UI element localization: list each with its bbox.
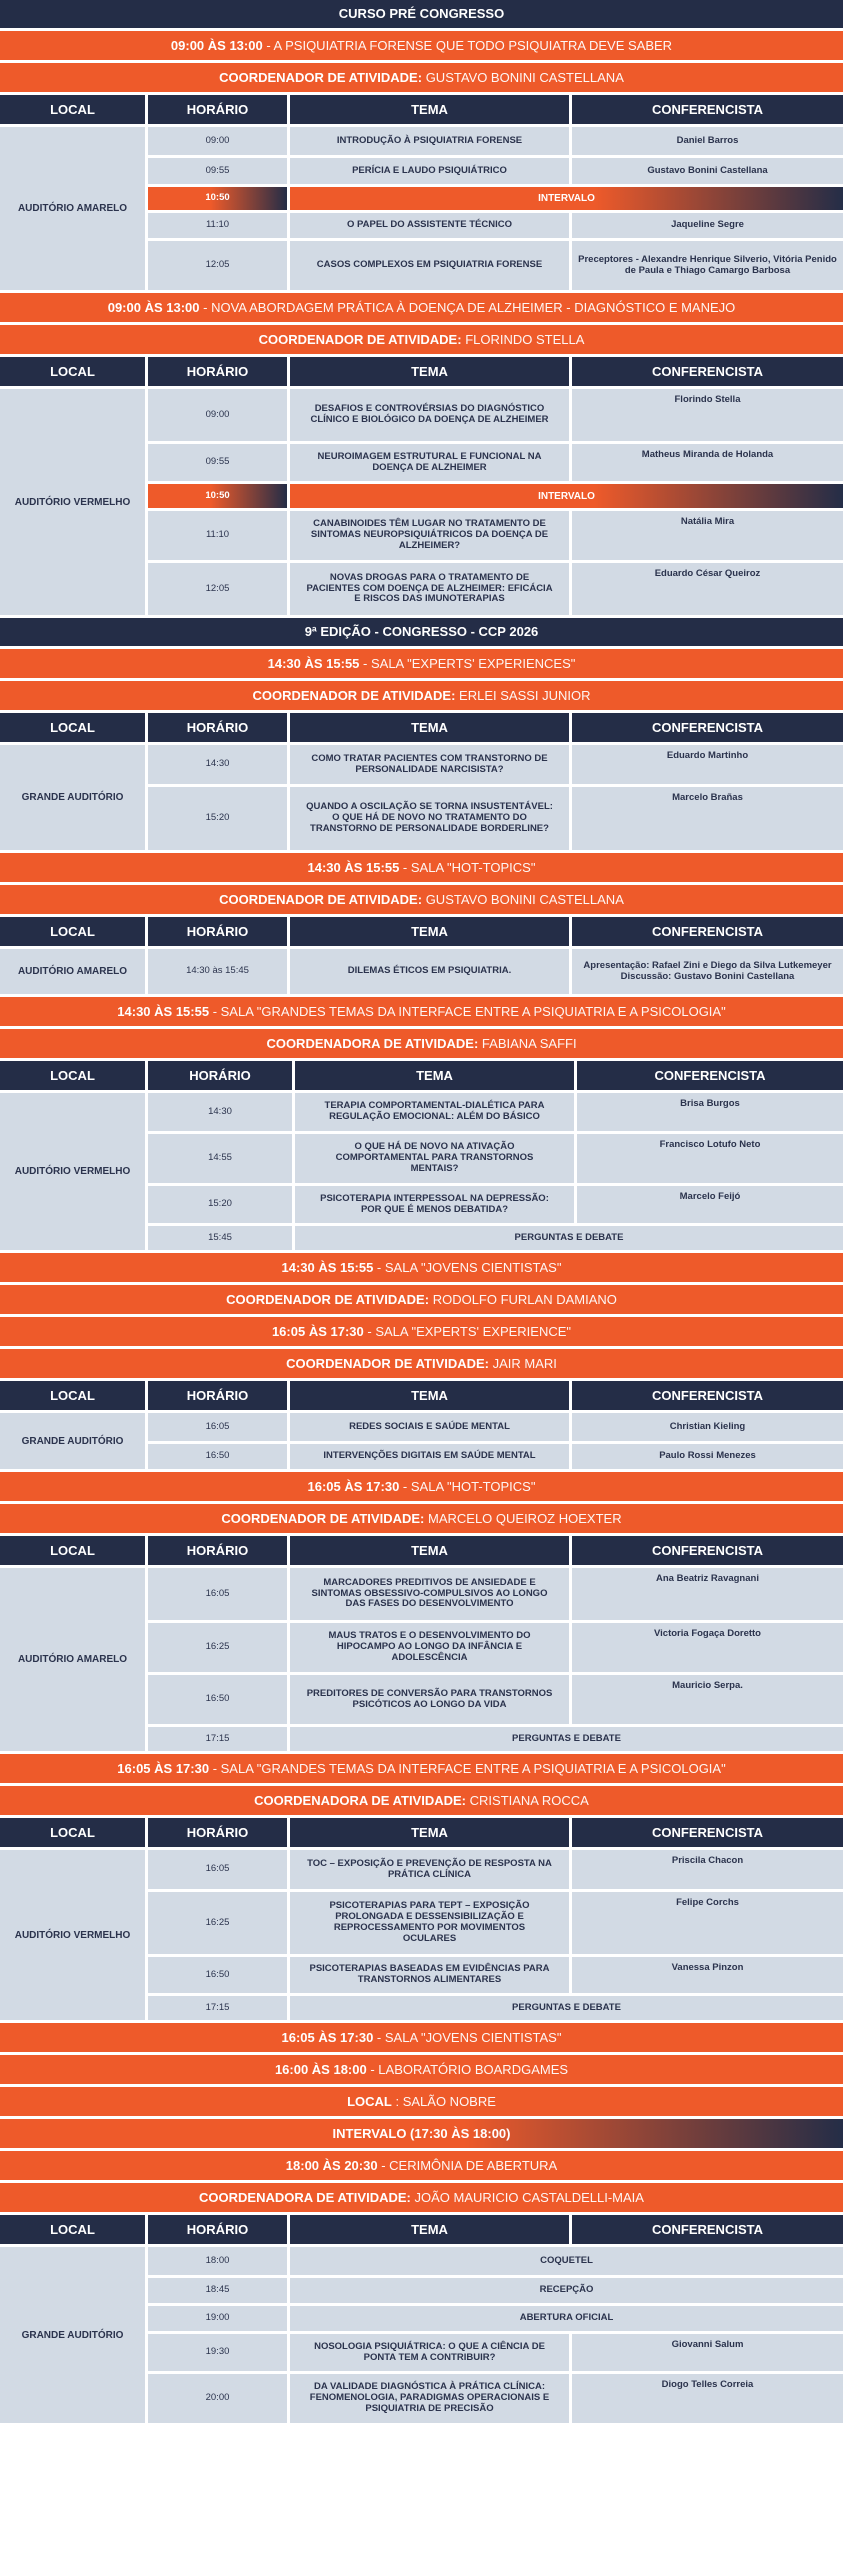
table-header <box>0 1061 843 1090</box>
rows-container <box>148 1093 843 1250</box>
text: - NOVA ABORDAGEM PRÁTICA À DOENÇA DE ALZHEIMER - DIAGNÓSTICO E MANEJO <box>203 300 736 315</box>
topic-cell: PSICOTERAPIAS PARA TEPT – EXPOSIÇÃO PROLONGADA E DESSENSIBILIZAÇÃO E REPROCESSAMENTO POR MOVIMENTOS OCULARES <box>290 1892 572 1954</box>
text: 16:05 ÀS 17:30 <box>281 2030 374 2045</box>
table-header <box>0 713 843 742</box>
text: JAIR MARI <box>492 1356 557 1371</box>
topic-cell: PREDITORES DE CONVERSÃO PARA TRANSTORNOS PSICÓTICOS AO LONGO DA VIDA <box>290 1675 572 1724</box>
text: JOÃO MAURICIO CASTALDELLI-MAIA <box>414 2190 644 2205</box>
header-cell: HORÁRIO <box>148 1818 290 1847</box>
time-cell: 15:45 <box>148 1226 295 1250</box>
session-table <box>0 127 843 293</box>
header-cell: LOCAL <box>0 357 148 386</box>
topic-cell: O PAPEL DO ASSISTENTE TÉCNICO <box>290 213 572 238</box>
header-cell: CONFERENCISTA <box>572 1381 843 1410</box>
rows-container <box>148 1850 843 2020</box>
time-cell: 17:15 <box>148 1727 290 1751</box>
text: 16:05 ÀS 17:30 <box>307 1479 400 1494</box>
table-row <box>148 2303 843 2331</box>
table-row <box>148 1672 843 1724</box>
rows-container <box>148 389 843 615</box>
table-row <box>148 2247 843 2275</box>
text: SALA "EXPERTS' EXPERIENCE" <box>375 1324 572 1339</box>
topic-cell: O QUE HÁ DE NOVO NA ATIVAÇÃO COMPORTAMENTAL PARA TRANSTORNOS MENTAIS? <box>295 1134 577 1183</box>
header-cell: LOCAL <box>0 1061 148 1090</box>
topic-cell: COMO TRATAR PACIENTES COM TRANSTORNO DE PERSONALIDADE NARCISISTA? <box>290 745 572 784</box>
speaker-cell: Marcelo Brañas <box>572 787 843 850</box>
speaker-cell: Paulo Rossi Menezes <box>572 1444 843 1469</box>
topic-cell: CASOS COMPLEXOS EM PSIQUIATRIA FORENSE <box>290 241 572 290</box>
header-cell: TEMA <box>290 713 572 742</box>
text: SALA "GRANDES TEMAS DA INTERFACE ENTRE A PSIQUIATRIA E A PSICOLOGIA" <box>220 1761 726 1776</box>
text: COORDENADOR DE ATIVIDADE: <box>226 1292 430 1307</box>
text: SALA "GRANDES TEMAS DA INTERFACE ENTRE A PSIQUIATRIA E A PSICOLOGIA" <box>220 1004 726 1019</box>
speaker-cell: Mauricio Serpa. <box>572 1675 843 1724</box>
table-header <box>0 2215 843 2244</box>
time-cell: 14:30 <box>148 745 290 784</box>
speaker-cell: Eduardo Martinho <box>572 745 843 784</box>
header-local: LOCAL <box>0 95 148 124</box>
speaker-cell: Preceptores - Alexandre Henrique Silverio, Vitória Penido de Paula e Thiago Camargo Barbosa <box>572 241 843 290</box>
session-time-bar <box>0 2151 843 2180</box>
speaker-cell: Christian Kieling <box>572 1413 843 1441</box>
time-cell: 09:00 <box>148 389 290 441</box>
time-cell: 16:50 <box>148 1957 290 1993</box>
location-bar <box>0 2087 843 2116</box>
header-cell: HORÁRIO <box>148 1536 290 1565</box>
table-row <box>148 1889 843 1954</box>
coordinator-bar <box>0 885 843 914</box>
text: 14:30 ÀS 15:55 <box>307 860 400 875</box>
text: COORDENADORA DE ATIVIDADE: <box>199 2190 411 2205</box>
text: COORDENADOR DE ATIVIDADE: <box>219 892 423 907</box>
coordinator-bar <box>0 1786 843 1815</box>
table-row <box>148 2275 843 2303</box>
text: A PSIQUIATRIA FORENSE QUE TODO PSIQUIATRA DEVE SABER <box>273 38 673 53</box>
location-cell: AUDITÓRIO VERMELHO <box>0 1850 148 2020</box>
session-table <box>0 949 843 997</box>
table-row <box>148 1441 843 1469</box>
coordinator-bar <box>0 325 843 354</box>
speaker-cell: Matheus Miranda de Holanda <box>572 444 843 481</box>
text: ERLEI SASSI JUNIOR <box>459 688 591 703</box>
table-row <box>148 1183 843 1223</box>
header-cell: CONFERENCISTA <box>572 2215 843 2244</box>
text: GUSTAVO BONINI CASTELLANA <box>425 892 624 907</box>
table-row <box>148 1413 843 1441</box>
text: - SALA "HOT-TOPICS" <box>402 860 536 875</box>
text: COORDENADOR DE ATIVIDADE: <box>219 70 423 85</box>
speaker-cell: Felipe Corchs <box>572 1892 843 1954</box>
rows-container <box>148 1568 843 1751</box>
header-cell: HORÁRIO <box>148 917 290 946</box>
text: 16:05 ÀS 17:30 <box>271 1324 364 1339</box>
time-cell: 16:25 <box>148 1892 290 1954</box>
time-cell: 20:00 <box>148 2374 290 2423</box>
interval-row <box>148 184 843 210</box>
topic-cell: PSICOTERAPIA INTERPESSOAL NA DEPRESSÃO: POR QUE É MENOS DEBATIDA? <box>295 1186 577 1223</box>
time-cell: 16:05 <box>148 1413 290 1441</box>
speaker-cell: Apresentação: Rafael Zini e Diego da Silva Lutkemeyer Discussão: Gustavo Bonini Castellana <box>572 949 843 994</box>
text: COORDENADOR DE ATIVIDADE: <box>258 332 462 347</box>
header-cell: TEMA <box>290 917 572 946</box>
time-cell: 19:30 <box>148 2334 290 2371</box>
header-cell: CONFERENCISTA <box>577 1061 843 1090</box>
text: - SALA "GRANDES TEMAS DA INTERFACE ENTRE A PSIQUIATRIA E A PSICOLOGIA" <box>212 1761 726 1776</box>
merged-cell: PERGUNTAS E DEBATE <box>295 1226 843 1250</box>
text: - SALA "EXPERTS' EXPERIENCES" <box>363 656 576 671</box>
table-header <box>0 357 843 386</box>
text: 09:00 ÀS 13:00 <box>107 300 200 315</box>
time-cell: 11:10 <box>148 213 290 238</box>
topic-cell: DESAFIOS E CONTROVÉRSIAS DO DIAGNÓSTICO CLÍNICO E BIOLÓGICO DA DOENÇA DE ALZHEIMER <box>290 389 572 441</box>
congress-title: 9ª EDIÇÃO - CONGRESSO - CCP 2026 <box>0 618 843 646</box>
text: 09:00 ÀS 13:00 <box>170 38 263 53</box>
text: - LABORATÓRIO BOARDGAMES <box>370 2062 569 2077</box>
time-cell: 14:30 às 15:45 <box>148 949 290 994</box>
topic-cell: PERÍCIA E LAUDO PSIQUIÁTRICO <box>290 158 572 184</box>
session-time-bar <box>0 649 843 678</box>
table-row <box>148 441 843 481</box>
time-cell: 09:00 <box>148 127 290 155</box>
header-cell: LOCAL <box>0 1818 148 1847</box>
table-row <box>148 1993 843 2020</box>
location-cell: GRANDE AUDITÓRIO <box>0 745 148 850</box>
merged-cell: COQUETEL <box>290 2247 843 2275</box>
session-table <box>0 1850 843 2023</box>
rows-container <box>148 127 843 290</box>
header-cell: TEMA <box>290 357 572 386</box>
table-row <box>148 1568 843 1620</box>
session-time-bar <box>0 1754 843 1783</box>
coordinator-bar <box>0 1029 843 1058</box>
text: 14:30 ÀS 15:55 <box>117 1004 210 1019</box>
session-table <box>0 1093 843 1253</box>
speaker-cell: Diogo Telles Correia <box>572 2374 843 2423</box>
header-cell: HORÁRIO <box>148 713 290 742</box>
text: COORDENADOR DE ATIVIDADE: <box>252 688 456 703</box>
text: MARCELO QUEIROZ HOEXTER <box>428 1511 622 1526</box>
text: COORDENADOR DE ATIVIDADE: <box>221 1511 425 1526</box>
table-row <box>148 127 843 155</box>
table-row <box>148 1620 843 1672</box>
table-row <box>148 784 843 850</box>
topic-cell: PSICOTERAPIAS BASEADAS EM EVIDÊNCIAS PARA TRANSTORNOS ALIMENTARES <box>290 1957 572 1993</box>
location-cell: GRANDE AUDITÓRIO <box>0 2247 148 2423</box>
topic-cell: CANABINOIDES TÊM LUGAR NO TRATAMENTO DE SINTOMAS NEUROPSIQUIÁTRICOS DA DOENÇA DE ALZHEIMER? <box>290 511 572 560</box>
header-conferencista: CONFERENCISTA <box>572 95 843 124</box>
session-time-bar <box>0 1472 843 1501</box>
table-row <box>148 2371 843 2423</box>
topic-cell: INTRODUÇÃO À PSIQUIATRIA FORENSE <box>290 127 572 155</box>
text: LOCAL <box>347 2094 392 2109</box>
text: - SALA "JOVENS CIENTISTAS" <box>376 2030 562 2045</box>
text: CERIMÔNIA DE ABERTURA <box>389 2158 558 2173</box>
coordinator-bar <box>0 63 843 92</box>
rows-container <box>148 745 843 850</box>
header-cell: TEMA <box>290 1381 572 1410</box>
topic-cell: REDES SOCIAIS E SAÚDE MENTAL <box>290 1413 572 1441</box>
text: SALA "HOT-TOPICS" <box>410 1479 536 1494</box>
topic-cell: MAUS TRATOS E O DESENVOLVIMENTO DO HIPOCAMPO AO LONGO DA INFÂNCIA E ADOLESCÊNCIA <box>290 1623 572 1672</box>
text: COORDENADORA DE ATIVIDADE: <box>254 1793 467 1808</box>
speaker-cell: Florindo Stella <box>572 389 843 441</box>
header-tema: TEMA <box>290 95 572 124</box>
table-row <box>148 155 843 184</box>
topic-cell: TERAPIA COMPORTAMENTAL-DIALÉTICA PARA REGULAÇÃO EMOCIONAL: ALÉM DO BÁSICO <box>295 1093 577 1131</box>
merged-cell: RECEPÇÃO <box>290 2278 843 2303</box>
time-cell: 16:50 <box>148 1675 290 1724</box>
table-row <box>148 2331 843 2371</box>
text: SALA "JOVENS CIENTISTAS" <box>384 1260 562 1275</box>
topic-cell: TOC – EXPOSIÇÃO E PREVENÇÃO DE RESPOSTA NA PRÁTICA CLÍNICA <box>290 1850 572 1889</box>
location-cell: AUDITÓRIO VERMELHO <box>0 1093 148 1250</box>
session-table <box>0 745 843 853</box>
speaker-cell: Daniel Barros <box>572 127 843 155</box>
text: SALA "JOVENS CIENTISTAS" <box>384 2030 562 2045</box>
table-row <box>148 949 843 994</box>
speaker-cell: Brisa Burgos <box>577 1093 843 1131</box>
speaker-cell: Giovanni Salum <box>572 2334 843 2371</box>
table-row <box>148 1724 843 1751</box>
topic-cell: NOSOLOGIA PSIQUIÁTRICA: O QUE A CIÊNCIA DE PONTA TEM A CONTRIBUIR? <box>290 2334 572 2371</box>
text: COORDENADOR DE ATIVIDADE: <box>286 1356 490 1371</box>
session-time-bar <box>0 2055 843 2084</box>
header-cell: HORÁRIO <box>148 2215 290 2244</box>
session-time-bar <box>0 997 843 1026</box>
header-cell: TEMA <box>290 1818 572 1847</box>
text: INTERVALO (17:30 ÀS 18:00) <box>332 2126 511 2141</box>
time-cell: 18:00 <box>148 2247 290 2275</box>
table-row <box>148 238 843 290</box>
text: - SALA "GRANDES TEMAS DA INTERFACE ENTRE A PSIQUIATRIA E A PSICOLOGIA" <box>212 1004 726 1019</box>
text: : SALÃO NOBRE <box>395 2094 496 2109</box>
session-time-bar <box>0 1253 843 1282</box>
table-header <box>0 1818 843 1847</box>
coordinator-bar <box>0 2183 843 2212</box>
text: SALA "HOT-TOPICS" <box>410 860 536 875</box>
session-time-bar <box>0 2023 843 2052</box>
text: 14:30 ÀS 15:55 <box>281 1260 374 1275</box>
text: - A PSIQUIATRIA FORENSE QUE TODO PSIQUIATRA DEVE SABER <box>266 38 673 53</box>
time-cell: 15:20 <box>148 1186 295 1223</box>
topic-cell: QUANDO A OSCILAÇÃO SE TORNA INSUSTENTÁVEL: O QUE HÁ DE NOVO NO TRATAMENTO DO TRANSTORNO DE PERSONALIDADE BORDERLINE? <box>290 787 572 850</box>
session-time-bar <box>0 31 843 60</box>
table-row <box>148 560 843 615</box>
time-cell: 19:00 <box>148 2306 290 2331</box>
interval-cell: INTERVALO <box>290 484 843 508</box>
interval-row <box>148 481 843 508</box>
header-cell: CONFERENCISTA <box>572 713 843 742</box>
time-cell: 17:15 <box>148 1996 290 2020</box>
location-cell: GRANDE AUDITÓRIO <box>0 1413 148 1469</box>
text: - SALA "EXPERTS' EXPERIENCE" <box>367 1324 572 1339</box>
coordinator-bar <box>0 1504 843 1533</box>
speaker-cell: Natália Mira <box>572 511 843 560</box>
topic-cell: DILEMAS ÉTICOS EM PSIQUIATRIA. <box>290 949 572 994</box>
time-cell: 16:05 <box>148 1568 290 1620</box>
header-cell: LOCAL <box>0 1536 148 1565</box>
session-table <box>0 1568 843 1754</box>
topic-cell: NEUROIMAGEM ESTRUTURAL E FUNCIONAL NA DOENÇA DE ALZHEIMER <box>290 444 572 481</box>
header-cell: TEMA <box>290 1536 572 1565</box>
header-cell: LOCAL <box>0 1381 148 1410</box>
location-cell: AUDITÓRIO AMARELO <box>0 127 148 290</box>
time-cell: 10:50 <box>148 484 290 508</box>
speaker-cell: Vanessa Pinzon <box>572 1957 843 1993</box>
coordinator-bar <box>0 1349 843 1378</box>
text: CRISTIANA ROCCA <box>469 1793 589 1808</box>
coordinator-bar <box>0 681 843 710</box>
speaker-cell: Francisco Lotufo Neto <box>577 1134 843 1183</box>
session-table <box>0 1413 843 1472</box>
text: FLORINDO STELLA <box>465 332 585 347</box>
interval-cell: INTERVALO <box>290 187 843 210</box>
time-cell: 14:30 <box>148 1093 295 1131</box>
time-cell: 09:55 <box>148 158 290 184</box>
merged-cell: PERGUNTAS E DEBATE <box>290 1727 843 1751</box>
header-cell: CONFERENCISTA <box>572 1536 843 1565</box>
header-cell: CONFERENCISTA <box>572 357 843 386</box>
table-row <box>148 1093 843 1131</box>
time-cell: 12:05 <box>148 563 290 615</box>
text: 16:05 ÀS 17:30 <box>117 1761 210 1776</box>
header-cell: LOCAL <box>0 917 148 946</box>
speaker-cell: Victoria Fogaça Doretto <box>572 1623 843 1672</box>
speaker-cell: Eduardo César Queiroz <box>572 563 843 615</box>
time-cell: 16:05 <box>148 1850 290 1889</box>
text: - SALA "HOT-TOPICS" <box>402 1479 536 1494</box>
text: 16:00 ÀS 18:00 <box>274 2062 367 2077</box>
table-row <box>148 210 843 238</box>
table-row <box>148 745 843 784</box>
merged-cell: ABERTURA OFICIAL <box>290 2306 843 2331</box>
pre-congress-title: CURSO PRÉ CONGRESSO <box>0 0 843 28</box>
time-cell: 16:50 <box>148 1444 290 1469</box>
table-header <box>0 95 843 124</box>
header-cell: TEMA <box>290 2215 572 2244</box>
time-cell: 10:50 <box>148 187 290 210</box>
topic-cell: MARCADORES PREDITIVOS DE ANSIEDADE E SINTOMAS OBSESSIVO-COMPULSIVOS AO LONGO DAS FASES DO DESENVOLVIMENTO <box>290 1568 572 1620</box>
time-cell: 11:10 <box>148 511 290 560</box>
header-cell: CONFERENCISTA <box>572 917 843 946</box>
location-cell: AUDITÓRIO VERMELHO <box>0 389 148 615</box>
session-time-bar <box>0 853 843 882</box>
text: GUSTAVO BONINI CASTELLANA <box>425 70 624 85</box>
interval-bar <box>0 2119 843 2148</box>
session-table <box>0 389 843 618</box>
text: 18:00 ÀS 20:30 <box>285 2158 378 2173</box>
topic-cell: INTERVENÇÕES DIGITAIS EM SAÚDE MENTAL <box>290 1444 572 1469</box>
speaker-cell: Priscila Chacon <box>572 1850 843 1889</box>
time-cell: 09:55 <box>148 444 290 481</box>
table-header <box>0 1536 843 1565</box>
text: SALA "EXPERTS' EXPERIENCES" <box>370 656 576 671</box>
speaker-cell: Ana Beatriz Ravagnani <box>572 1568 843 1620</box>
topic-cell: NOVAS DROGAS PARA O TRATAMENTO DE PACIENTES COM DOENÇA DE ALZHEIMER: EFICÁCIA E RISCOS DAS IMUNOTERAPIAS <box>290 563 572 615</box>
time-cell: 15:20 <box>148 787 290 850</box>
header-cell: HORÁRIO <box>148 1381 290 1410</box>
header-cell: HORÁRIO <box>148 1061 295 1090</box>
speaker-cell: Gustavo Bonini Castellana <box>572 158 843 184</box>
time-cell: 18:45 <box>148 2278 290 2303</box>
rows-container <box>148 949 843 994</box>
location-cell: AUDITÓRIO AMARELO <box>0 949 148 994</box>
time-cell: 14:55 <box>148 1134 295 1183</box>
header-cell: LOCAL <box>0 713 148 742</box>
speaker-cell: Jaqueline Segre <box>572 213 843 238</box>
text: COORDENADORA DE ATIVIDADE: <box>266 1036 479 1051</box>
time-cell: 16:25 <box>148 1623 290 1672</box>
topic-cell: DA VALIDADE DIAGNÓSTICA À PRÁTICA CLÍNICA: FENOMENOLOGIA, PARADIGMAS OPERACIONAIS E PSIQUIATRIA DE PRECISÃO <box>290 2374 572 2423</box>
table-row <box>148 1850 843 1889</box>
table-header <box>0 1381 843 1410</box>
session-table <box>0 2247 843 2426</box>
rows-container <box>148 2247 843 2423</box>
header-cell: HORÁRIO <box>148 357 290 386</box>
text: 14:30 ÀS 15:55 <box>267 656 360 671</box>
session-time-bar <box>0 293 843 322</box>
text: RODOLFO FURLAN DAMIANO <box>432 1292 617 1307</box>
table-row <box>148 508 843 560</box>
text: LABORATÓRIO BOARDGAMES <box>378 2062 569 2077</box>
table-header <box>0 917 843 946</box>
merged-cell: PERGUNTAS E DEBATE <box>290 1996 843 2020</box>
rows-container <box>148 1413 843 1469</box>
header-cell: CONFERENCISTA <box>572 1818 843 1847</box>
table-row <box>148 1954 843 1993</box>
coordinator-bar <box>0 1285 843 1314</box>
time-cell: 12:05 <box>148 241 290 290</box>
text: NOVA ABORDAGEM PRÁTICA À DOENÇA DE ALZHEIMER - DIAGNÓSTICO E MANEJO <box>211 300 736 315</box>
speaker-cell: Marcelo Feijó <box>577 1186 843 1223</box>
text: - CERIMÔNIA DE ABERTURA <box>381 2158 558 2173</box>
table-row <box>148 1131 843 1183</box>
table-row <box>148 1223 843 1250</box>
header-horario: HORÁRIO <box>148 95 290 124</box>
header-cell: TEMA <box>295 1061 577 1090</box>
location-cell: AUDITÓRIO AMARELO <box>0 1568 148 1751</box>
session-time-bar <box>0 1317 843 1346</box>
text: FABIANA SAFFI <box>481 1036 577 1051</box>
table-row <box>148 389 843 441</box>
text: SALÃO NOBRE <box>402 2094 496 2109</box>
text: - SALA "JOVENS CIENTISTAS" <box>376 1260 562 1275</box>
header-cell: LOCAL <box>0 2215 148 2244</box>
